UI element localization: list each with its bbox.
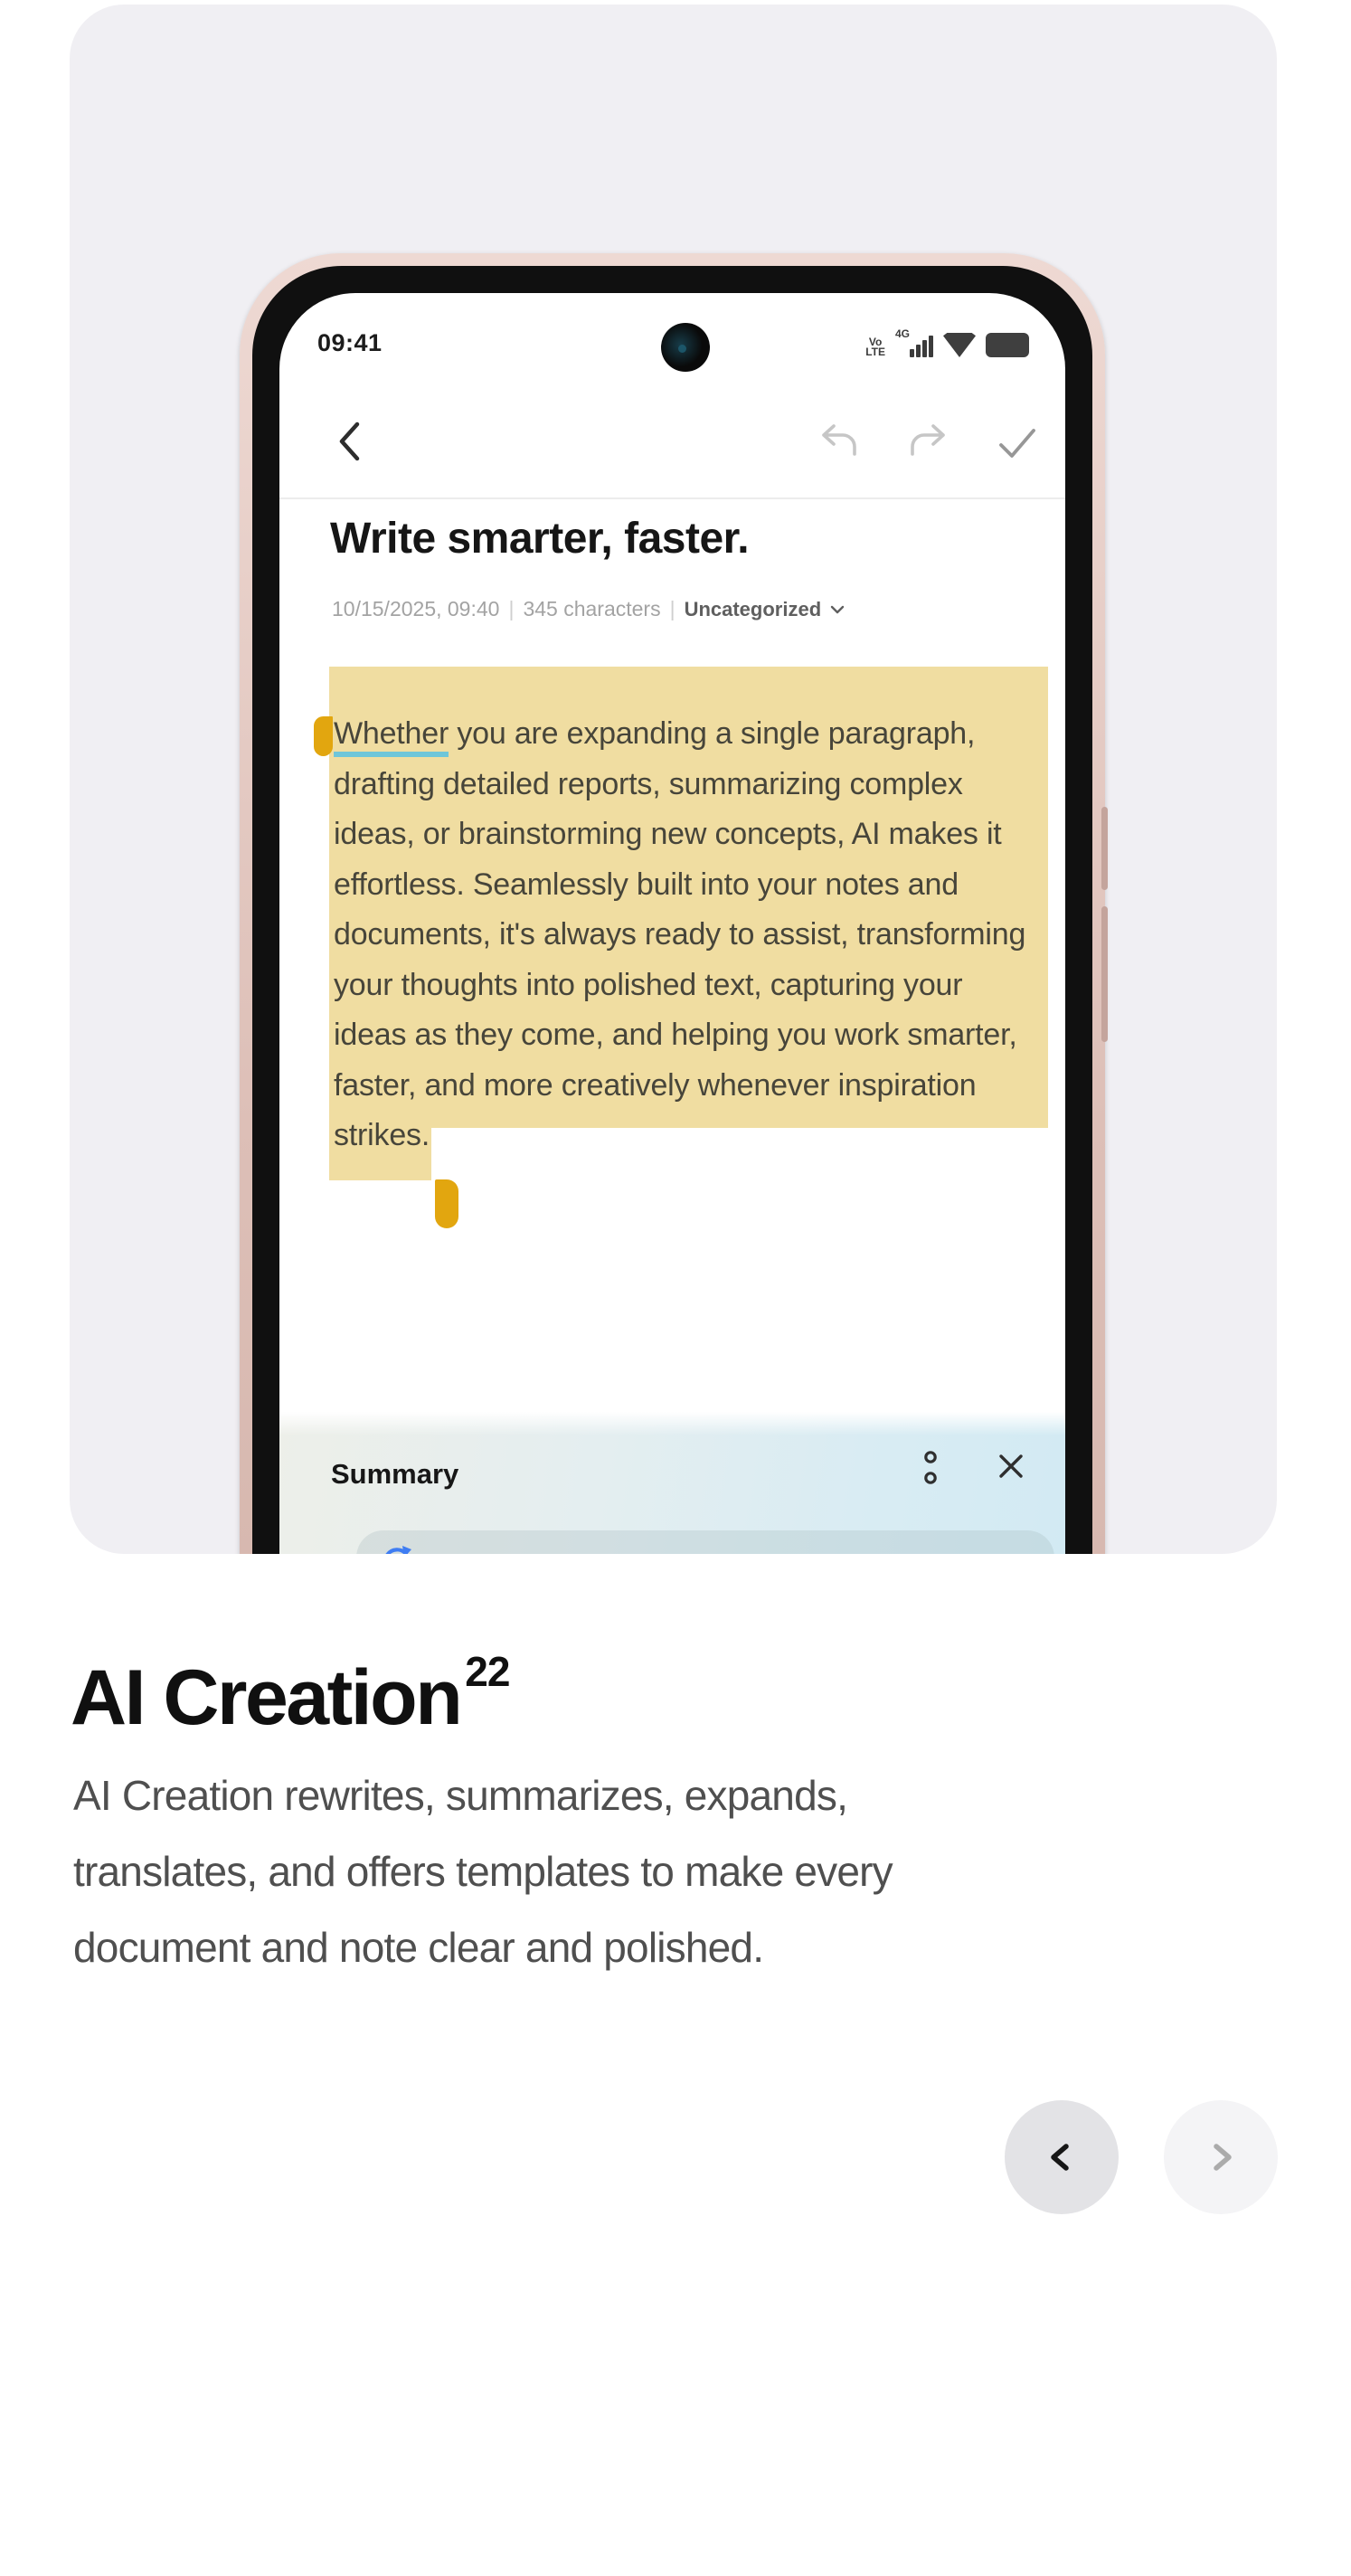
note-body-text[interactable] — [334, 709, 1057, 1161]
previous-slide-button[interactable] — [1005, 2100, 1119, 2214]
phone-bezel — [252, 266, 1092, 1554]
close-icon[interactable] — [997, 1452, 1025, 1481]
feature-description-line: translates, and offers templates to make every — [73, 1848, 893, 1895]
toolbar-divider — [279, 497, 1065, 499]
front-camera — [661, 323, 710, 372]
feature-description — [73, 1757, 893, 1985]
note-text-line: ideas as they come, and helping you work smarter, — [334, 1018, 1017, 1052]
note-title: Write smarter, faster. — [330, 515, 750, 563]
feature-heading-text: AI Creation — [71, 1654, 461, 1741]
note-text-line: faster, and more creatively whenever inspiration — [334, 1067, 977, 1103]
footnote-superscript: 22 — [465, 1648, 510, 1695]
confirm-check-button[interactable] — [997, 425, 1037, 461]
selection-start-word: Whether — [334, 716, 449, 757]
feature-description-line: AI Creation rewrites, summarizes, expands, — [73, 1772, 848, 1819]
summary-result-card[interactable] — [356, 1530, 1054, 1554]
note-category-selector[interactable]: Uncategorized — [684, 597, 822, 620]
redo-button[interactable] — [906, 421, 948, 461]
feature-heading — [71, 1648, 510, 1741]
phone-mockup — [240, 253, 1105, 1554]
wifi-icon — [943, 333, 976, 357]
hero-card — [70, 5, 1277, 1554]
note-text-line: ideas, or brainstorming new concepts, AI makes it — [334, 817, 1002, 851]
selection-start-handle[interactable] — [314, 716, 333, 756]
note-text-line: effortless. Seamlessly built into your notes and — [334, 867, 959, 902]
feature-description-line: document and note clear and polished. — [73, 1924, 764, 1971]
battery-icon — [986, 333, 1029, 357]
summary-bottom-sheet — [279, 1412, 1065, 1554]
chevron-left-icon — [1044, 2139, 1080, 2175]
note-meta — [332, 597, 845, 621]
note-text-line: Whether you are expanding a single paragraph, — [334, 709, 1057, 760]
note-text-line: drafting detailed reports, summarizing complex — [334, 766, 963, 801]
volte-icon: Vo LTE — [865, 336, 885, 358]
selection-end-handle[interactable] — [435, 1179, 458, 1228]
phone-screen — [279, 293, 1065, 1554]
meta-separator: | — [508, 597, 515, 620]
note-datetime: 10/15/2025, 09:40 — [332, 597, 500, 620]
next-slide-button[interactable] — [1164, 2100, 1278, 2214]
note-text-line: documents, it's always ready to assist, transforming — [334, 917, 1026, 952]
status-time: 09:41 — [317, 329, 383, 356]
more-options-icon[interactable] — [921, 1448, 940, 1488]
chevron-right-icon — [1203, 2139, 1239, 2175]
regenerate-icon — [378, 1542, 414, 1554]
chevron-down-icon[interactable] — [830, 605, 845, 614]
note-text-line: strikes. — [334, 1118, 430, 1152]
back-button[interactable] — [335, 420, 363, 463]
signal-strength-icon: 4G — [895, 329, 933, 360]
meta-separator: | — [669, 597, 676, 620]
summary-title: Summary — [331, 1458, 459, 1490]
note-text-line: your thoughts into polished text, capturing your — [334, 967, 963, 1002]
status-icons — [865, 327, 1029, 360]
note-char-count: 345 characters — [523, 597, 661, 620]
undo-button[interactable] — [819, 421, 861, 461]
volume-button — [1101, 807, 1108, 890]
power-button — [1101, 906, 1108, 1042]
